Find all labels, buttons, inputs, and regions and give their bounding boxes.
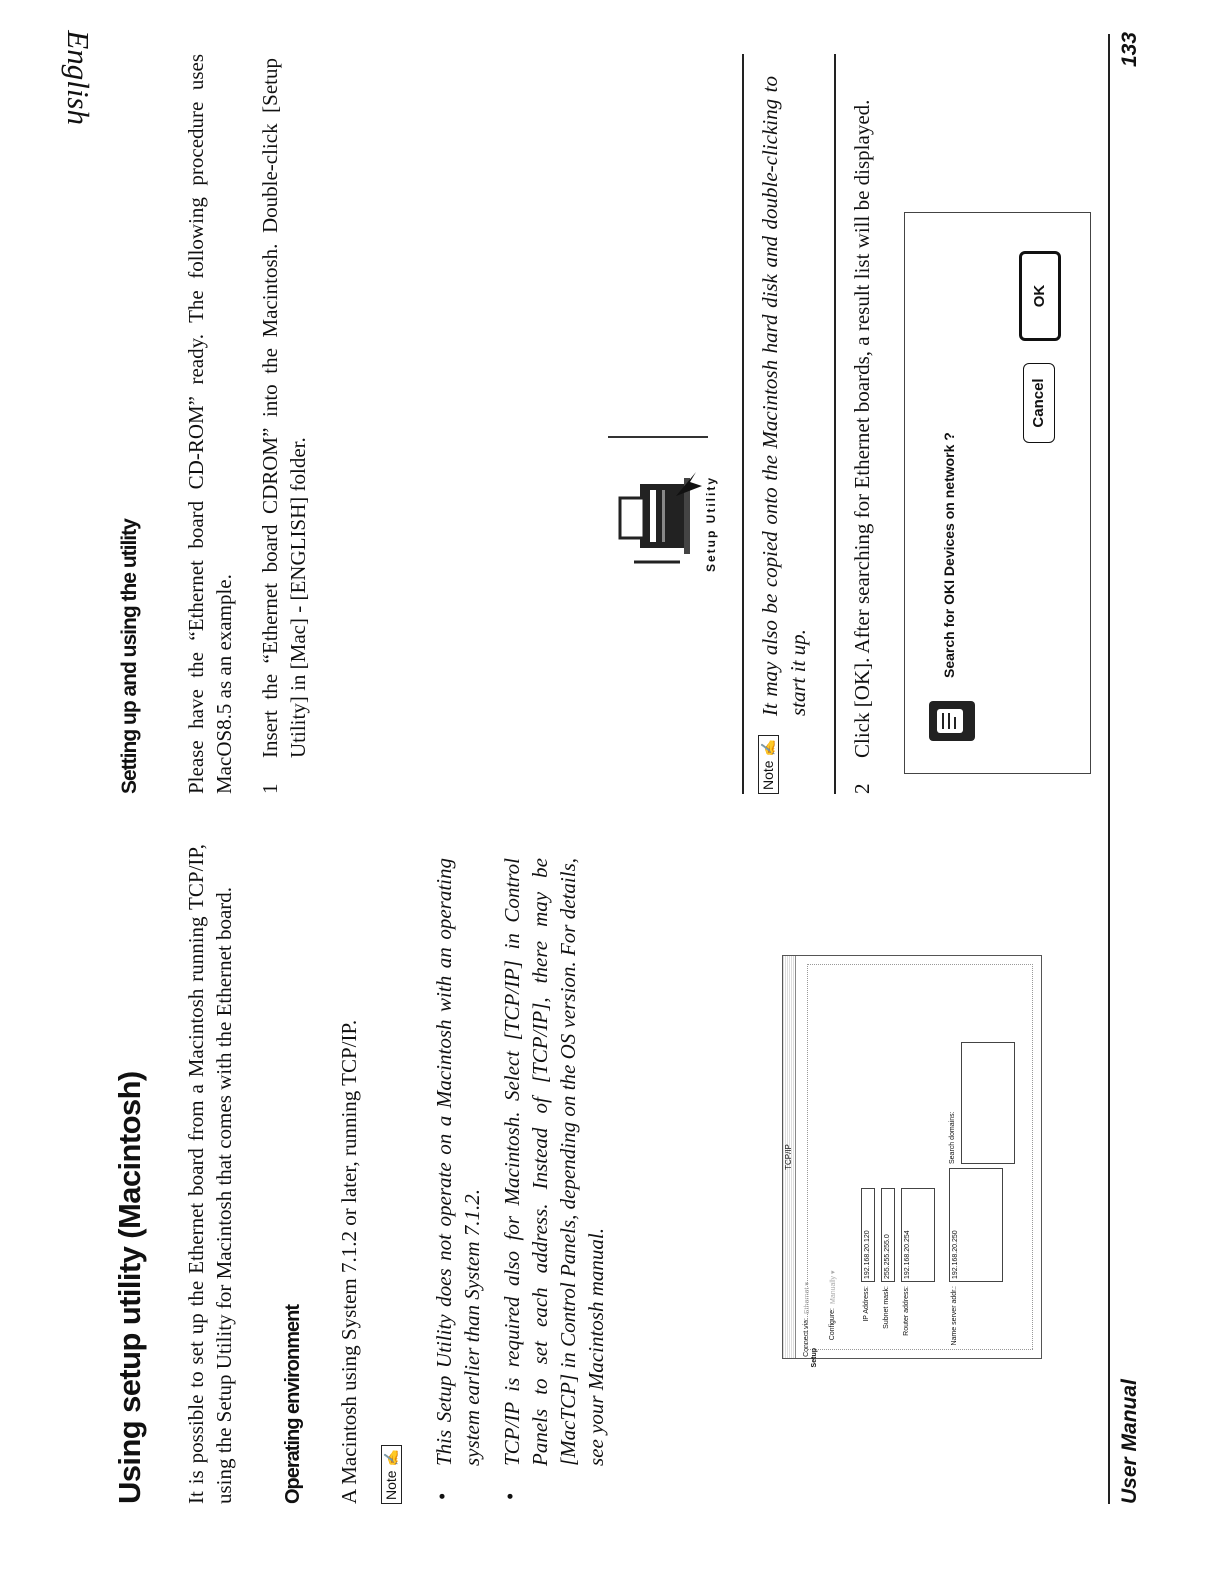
step-2-number: 2 <box>850 783 874 794</box>
operating-environment-heading: Operating environment <box>282 1304 304 1504</box>
right-intro-paragraph: Please have the “Ethernet board CD-ROM” ready. The following procedure uses MacOS8.5 as an example. <box>184 54 236 794</box>
icon-divider <box>608 437 708 439</box>
step-1-text: Insert the “Ethernet board CDROM” into the Macintosh. Double-click [Setup Utility] in [Mac] - [ENGLISH] folder. <box>258 58 310 758</box>
connect-via-label: Connect via: <box>803 1318 810 1357</box>
configure-label: Configure: <box>829 1308 836 1341</box>
note-item-1: This Setup Utility does not operate on a Macintosh with an operating system earlier than System 7.1.2. <box>432 858 484 1466</box>
page-title: Using setup utility (Macintosh) <box>112 1071 147 1504</box>
router-address-field: 192.168.20.254 <box>901 1188 935 1282</box>
page-number: 133 <box>1118 32 1141 68</box>
left-column <box>0 824 1224 1504</box>
cancel-button[interactable]: Cancel <box>1023 363 1055 443</box>
setup-utility-icon[interactable] <box>610 442 730 582</box>
tcpip-dialog-screenshot <box>782 955 1042 1368</box>
subnet-mask-field: 255.255.255.0 <box>881 1188 895 1282</box>
search-domains-box <box>961 1042 1015 1164</box>
bullet-icon: • <box>430 1492 454 1500</box>
footer-rule <box>1108 34 1110 1504</box>
right-column <box>0 34 1224 794</box>
language-tab: English <box>61 30 96 125</box>
search-dialog-message: Search for OKI Devices on network ? <box>941 432 957 678</box>
note-badge: Note ✍ <box>381 1445 402 1504</box>
note-label: Note <box>760 760 776 790</box>
ip-address-field: 192.168.20.120 <box>861 1188 875 1282</box>
name-server-field: 192.168.20.250 <box>949 1168 1003 1282</box>
setup-label: Setup <box>811 1348 818 1368</box>
search-domains-label: Search domains: <box>949 1111 956 1164</box>
bullet-icon: • <box>498 1492 522 1500</box>
setup-utility-label: Setup Utility <box>704 475 718 572</box>
configure-value: Manually ▾ <box>830 1270 837 1304</box>
search-dialog-screenshot <box>904 212 1091 774</box>
environment-text: A Macintosh using System 7.1.2 or later, running TCP/IP. <box>337 1019 361 1504</box>
step-2-text: Click [OK]. After searching for Ethernet boards, a result list will be displayed. <box>850 99 874 758</box>
intro-paragraph: It is possible to set up the Ethernet board from a Macintosh running TCP/IP, using the Setup Utility for Macintosh that comes with the Ethernet board. <box>184 844 236 1504</box>
subnet-mask-label: Subnet mask: <box>883 1286 890 1329</box>
alert-icon <box>927 699 977 743</box>
note-item-2: TCP/IP is required also for Macintosh. Select [TCP/IP] in Control Panels to set each address. Instead of [TCP/IP], there may be [MacTCP] in Control Panels, depending on the OS version. For details, see your Macintosh manual. <box>500 858 608 1466</box>
ok-button[interactable]: OK <box>1019 251 1061 341</box>
name-server-label: Name server addr.: <box>951 1286 958 1346</box>
note-label: Note <box>383 1470 399 1500</box>
step-1-number: 1 <box>258 783 282 794</box>
section-title: Setting up and using the utility <box>118 519 141 794</box>
note-bottom-rule <box>834 54 836 794</box>
router-address-label: Router address: <box>903 1286 910 1336</box>
right-note-badge: Note ✍ <box>758 735 779 794</box>
connect-via-value: Ethernet ▾ <box>804 1282 811 1314</box>
ip-address-label: IP Address: <box>863 1286 870 1322</box>
right-note-text: It may also be copied onto the Macintosh hard disk and double-clicking to start it up. <box>758 76 810 716</box>
tcp-dialog-title: TCP/IP <box>783 956 796 1358</box>
printer-icon <box>610 442 706 582</box>
note-top-rule <box>742 54 744 794</box>
footer-manual-label: User Manual <box>1118 1379 1141 1504</box>
